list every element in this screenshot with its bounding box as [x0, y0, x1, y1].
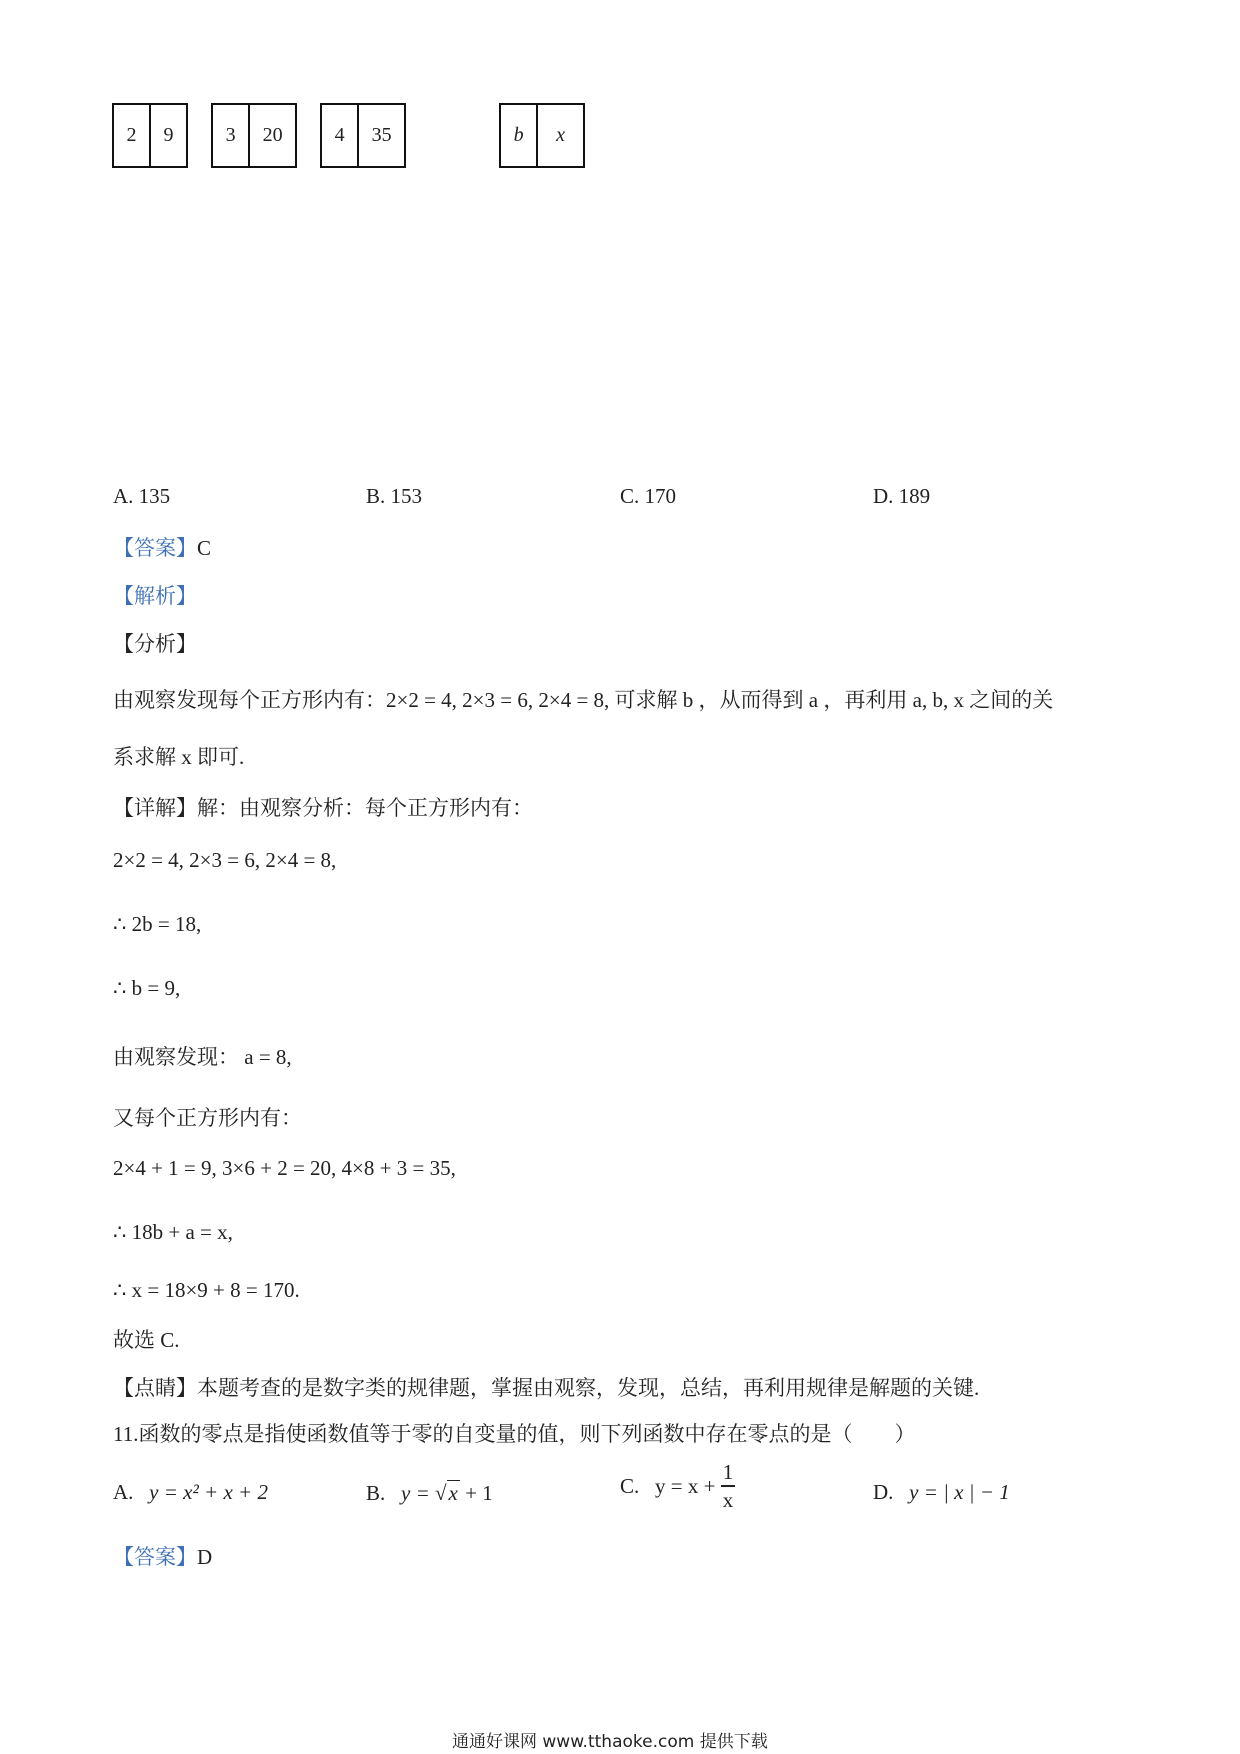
radicand: x	[448, 1481, 458, 1505]
dianjing-text: 本题考查的是数字类的规律题，掌握由观察，发现，总结，再利用规律是解题的关键.	[197, 1376, 980, 1400]
q10-option-d: D. 189	[873, 484, 931, 508]
detail-line	[113, 792, 533, 822]
answer-value: C	[197, 536, 212, 560]
box-cell-right: 9	[149, 105, 186, 166]
option-expr: y = | x | − 1	[909, 1480, 1010, 1504]
step-7: ∴ 18b + a = x,	[113, 1220, 233, 1244]
option-expr-post: + 1	[459, 1481, 493, 1505]
box-cell-right: 35	[357, 105, 404, 166]
puzzle-box-2	[211, 103, 297, 168]
fenxi-line-1: 由观察发现每个正方形内有：2×2 = 4, 2×3 = 6, 2×4 = 8, 可求解 b ，从而得到 a ，再利用 a, b, x 之间的关	[113, 688, 1054, 712]
detail-tag: 【详解】	[113, 796, 197, 820]
box-cell-left: 3	[225, 124, 236, 146]
box-cell-left: 4	[334, 124, 345, 146]
q11-question: 11.函数的零点是指使函数值等于零的自变量的值，则下列函数中存在零点的是（ ）	[113, 1422, 916, 1446]
q11-option-b	[366, 1480, 493, 1506]
box-cell-right: 20	[248, 105, 295, 166]
q11-option-a	[113, 1480, 268, 1505]
fenxi-line-2: 系求解 x 即可.	[113, 745, 245, 769]
option-label: A.	[113, 1480, 134, 1504]
dianjing-line	[113, 1372, 979, 1402]
puzzle-box-1	[112, 103, 188, 168]
step-5: 又每个正方形内有：	[113, 1106, 302, 1130]
option-label: B.	[366, 1481, 386, 1505]
fraction-denominator: x	[722, 1488, 734, 1512]
step-6: 2×4 + 1 = 9, 3×6 + 2 = 20, 4×8 + 3 = 35,	[113, 1156, 456, 1180]
option-expr: y = x² + x + 2	[149, 1480, 268, 1504]
fraction	[721, 1462, 736, 1511]
option-label: D.	[873, 1480, 894, 1504]
option-label: C.	[620, 1474, 640, 1498]
q10-option-c: C. 170	[620, 484, 677, 508]
puzzle-box-3	[320, 103, 406, 168]
analysis-tag: 【解析】	[113, 584, 197, 608]
step-1: 2×2 = 4, 2×3 = 6, 2×4 = 8,	[113, 848, 337, 872]
box-cell-left: 2	[126, 124, 137, 146]
sqrt-sign: √	[435, 1481, 447, 1505]
step-8: ∴ x = 18×9 + 8 = 170.	[113, 1278, 300, 1302]
q11-option-d	[873, 1480, 1010, 1505]
dianjing-tag: 【点睛】	[113, 1376, 197, 1400]
puzzle-box-4	[499, 103, 585, 168]
answer-tag: 【答案】	[113, 536, 197, 560]
step-4: 由观察发现： a = 8,	[113, 1045, 292, 1069]
q10-option-b: B. 153	[366, 484, 423, 508]
q10-answer-line	[113, 532, 211, 562]
q11-option-c	[620, 1462, 735, 1511]
step-3: ∴ b = 9,	[113, 976, 181, 1000]
fenxi-tag: 【分析】	[113, 632, 197, 656]
option-expr-pre: y =	[401, 1481, 436, 1505]
answer-value: D	[197, 1545, 213, 1569]
detail-intro: 解：由观察分析：每个正方形内有：	[197, 796, 533, 820]
fraction-numerator: 1	[721, 1462, 736, 1487]
answer-tag: 【答案】	[113, 1545, 197, 1569]
page-footer: 通通好课网 www.tthaoke.com 提供下载	[452, 1732, 768, 1752]
box-cell-right: x	[536, 105, 583, 166]
option-expr-pre: y = x +	[655, 1474, 721, 1498]
conclusion: 故选 C.	[113, 1328, 180, 1352]
box-cell-left: b	[513, 124, 524, 146]
q10-option-a: A. 135	[113, 484, 171, 508]
step-2: ∴ 2b = 18,	[113, 912, 202, 936]
q11-answer-line	[113, 1541, 212, 1571]
